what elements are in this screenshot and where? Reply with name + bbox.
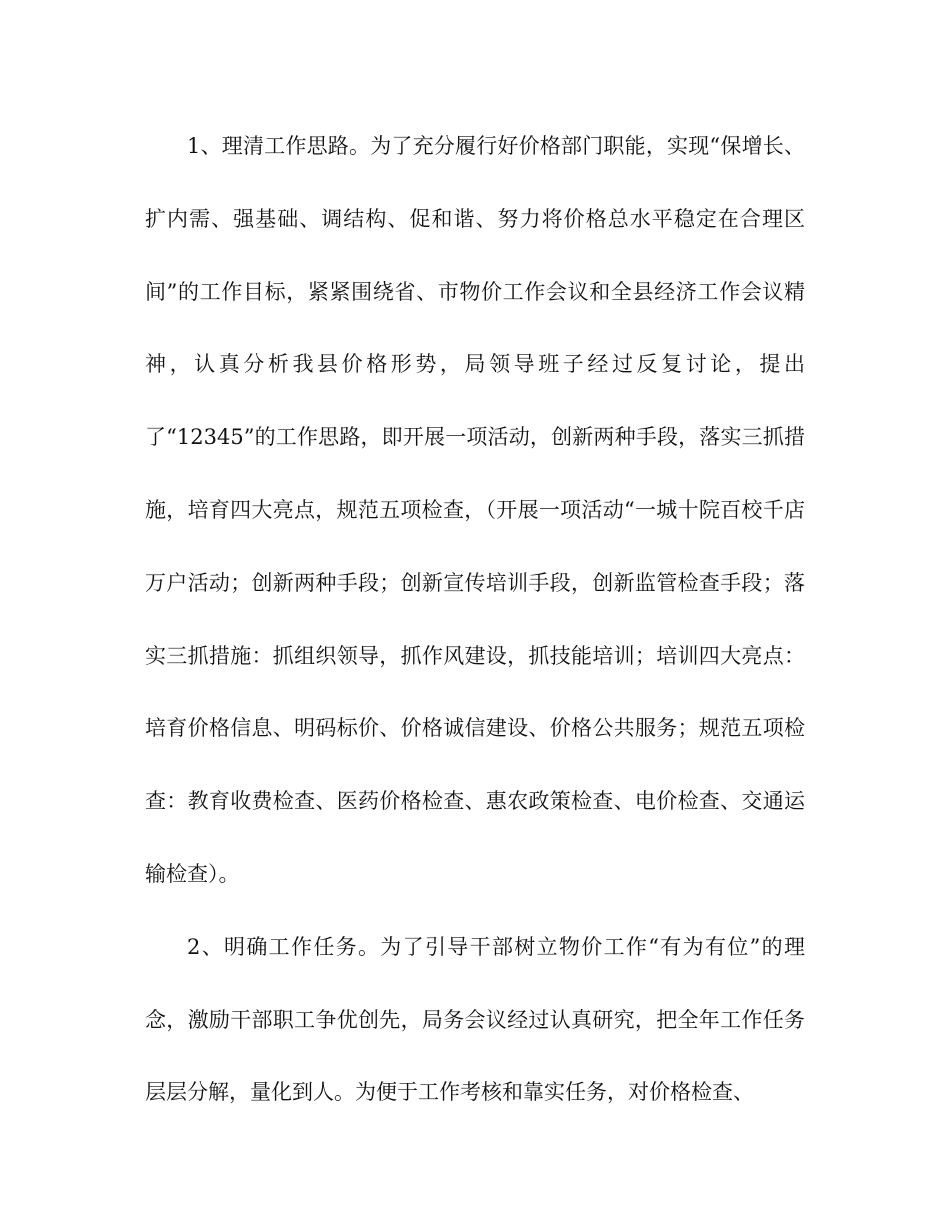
paragraph-work-tasks: 2、明确工作任务。为了引导干部树立物价工作“有为有位”的理念，激励干部职工争优创先，局务会议经过认真研究，把全年工作任务层层分解，量化到人。为便于工作考核和靠实任务，对价格检查、 (145, 934, 805, 1105)
document-body (145, 110, 805, 1129)
paragraph-work-approach: 1、理清工作思路。为了充分履行好价格部门职能，实现“保增长、扩内需、强基础、调结构、促和谐、努力将价格总水平稳定在合理区间”的工作目标，紧紧围绕省、市物价工作会议和全县经济工作会议精神，认真分析我县价格形势，局领导班子经过反复讨论，提出了“12345”的工作思路，即开展一项活动，创新两种手段，落实三抓措施，培育四大亮点，规范五项检查，（开展一项活动“一城十院百校千店万户活动；创新两种手段；创新宣传培训手段，创新监管检查手段；落实三抓措施：抓组织领导，抓作风建设，抓技能培训；培训四大亮点：培育价格信息、明码标价、价格诚信建设、价格公共服务；规范五项检查：教育收费检查、医药价格检查、惠农政策检查、电价检查、交通运输检查）。 (145, 134, 805, 886)
